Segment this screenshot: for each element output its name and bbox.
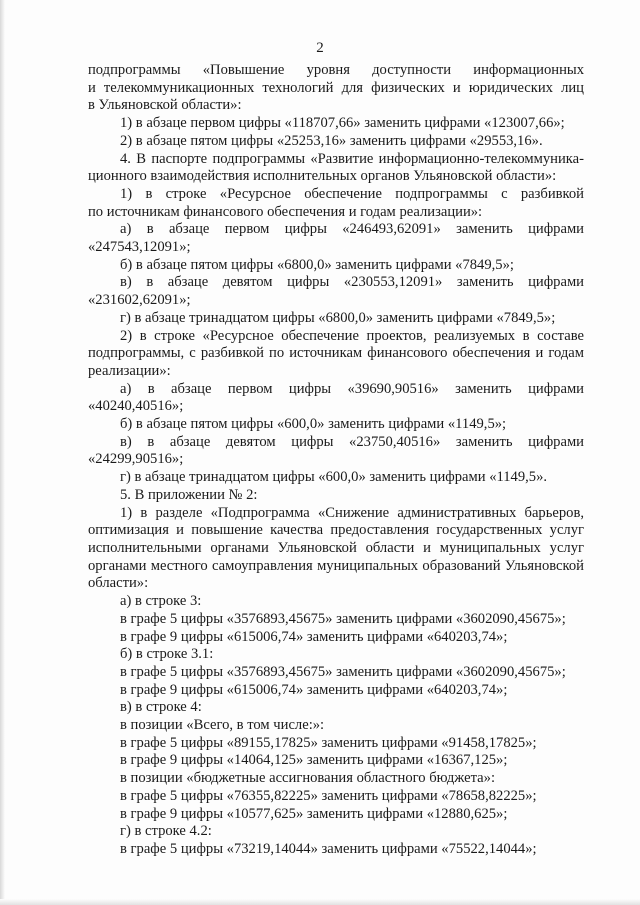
scan-edge-left	[0, 0, 5, 905]
text-line: а) в абзаце первом цифры «246493,62091» заменить цифрами	[120, 221, 584, 238]
scan-edge-bottom	[0, 899, 640, 905]
text-line: в графе 5 цифры «3576893,45675» заменить цифрами «3602090,45675»;	[120, 663, 566, 680]
text-line: в Ульяновской области»:	[88, 97, 242, 114]
text-line: б) в строке 3.1:	[120, 646, 214, 663]
text-line: «40240,40516»;	[88, 398, 184, 415]
text-line: в графе 5 цифры «76355,82225» заменить цифрами «78658,82225»;	[120, 787, 537, 804]
text-line: по источникам финансового обеспечения и годам реализации»:	[88, 203, 483, 220]
document-body	[88, 62, 584, 859]
text-line: 1) в абзаце первом цифры «118707,66» заменить цифрами «123007,66»;	[120, 115, 565, 132]
text-line: г) в абзаце тринадцатом цифры «600,0» заменить цифрами «1149,5».	[120, 469, 548, 486]
text-line: 1) в строке «Ресурсное обеспечение подпрограммы с разбивкой	[120, 185, 584, 202]
text-line: «24299,90516»;	[88, 451, 184, 468]
text-line: подпрограммы «Повышение уровня доступности информационных	[88, 62, 584, 78]
text-line: г) в абзаце тринадцатом цифры «6800,0» заменить цифрами «7849,5»;	[120, 309, 556, 326]
text-line: 4. В паспорте подпрограммы «Развитие информационно-телекоммуника-	[120, 150, 584, 167]
text-line: а) в строке 3:	[120, 593, 202, 610]
text-line: подпрограммы, с разбивкой по источникам финансового обеспечения и годам	[88, 345, 584, 362]
text-line: в графе 9 цифры «615006,74» заменить цифрами «640203,74»;	[120, 628, 508, 645]
text-line: органами местного самоуправления муниципальных образований Ульяновской	[88, 557, 584, 574]
text-line: оптимизация и повышение качества предоставления государственных услуг	[88, 522, 584, 539]
text-line: в графе 5 цифры «3576893,45675» заменить цифрами «3602090,45675»;	[120, 610, 566, 627]
text-line: «231602,62091»;	[88, 292, 191, 309]
text-line: в позиции «Всего, в том числе:»:	[120, 717, 325, 734]
text-line: в графе 9 цифры «615006,74» заменить цифрами «640203,74»;	[120, 681, 508, 698]
page-number: 2	[316, 40, 324, 56]
text-line: б) в абзаце пятом цифры «6800,0» заменить цифрами «7849,5»;	[120, 256, 514, 273]
text-line: 5. В приложении № 2:	[120, 486, 258, 503]
text-line: «247543,12091»;	[88, 239, 191, 256]
text-line: б) в абзаце пятом цифры «600,0» заменить цифрами «1149,5»;	[120, 416, 507, 433]
text-line: г) в строке 4.2:	[120, 823, 212, 840]
text-line: реализации»:	[88, 362, 171, 379]
text-line: области»:	[88, 575, 149, 592]
text-line: в графе 5 цифры «73219,14044» заменить цифрами «75522,14044»;	[120, 840, 537, 857]
text-line: 1) в разделе «Подпрограмма «Снижение административных барьеров,	[120, 504, 584, 521]
text-line: 2) в строке «Ресурсное обеспечение проектов, реализуемых в составе	[120, 327, 584, 344]
text-line: в позиции «бюджетные ассигнования областного бюджета»:	[120, 770, 495, 787]
text-line: а) в абзаце первом цифры «39690,90516» заменить цифрами	[120, 380, 584, 397]
text-line: в графе 9 цифры «10577,625» заменить цифрами «12880,625»;	[120, 805, 508, 822]
text-line: в) в строке 4:	[120, 699, 202, 716]
text-line: в графе 9 цифры «14064,125» заменить цифрами «16367,125»;	[120, 752, 508, 769]
text-line: в графе 5 цифры «89155,17825» заменить цифрами «91458,17825»;	[120, 734, 537, 751]
text-line: исполнительными органами Ульяновской области и муниципальных услуг	[88, 539, 584, 556]
text-line: 2) в абзаце пятом цифры «25253,16» заменить цифрами «29553,16».	[120, 132, 543, 149]
text-line: ционного взаимодействия исполнительных органов Ульяновской области»:	[88, 168, 557, 185]
text-line: в) в абзаце девятом цифры «230553,12091» заменить цифрами	[120, 274, 584, 291]
text-line: и телекоммуникационных технологий для физических и юридических лиц	[88, 79, 584, 96]
text-line: в) в абзаце девятом цифры «23750,40516» заменить цифрами	[120, 433, 584, 450]
